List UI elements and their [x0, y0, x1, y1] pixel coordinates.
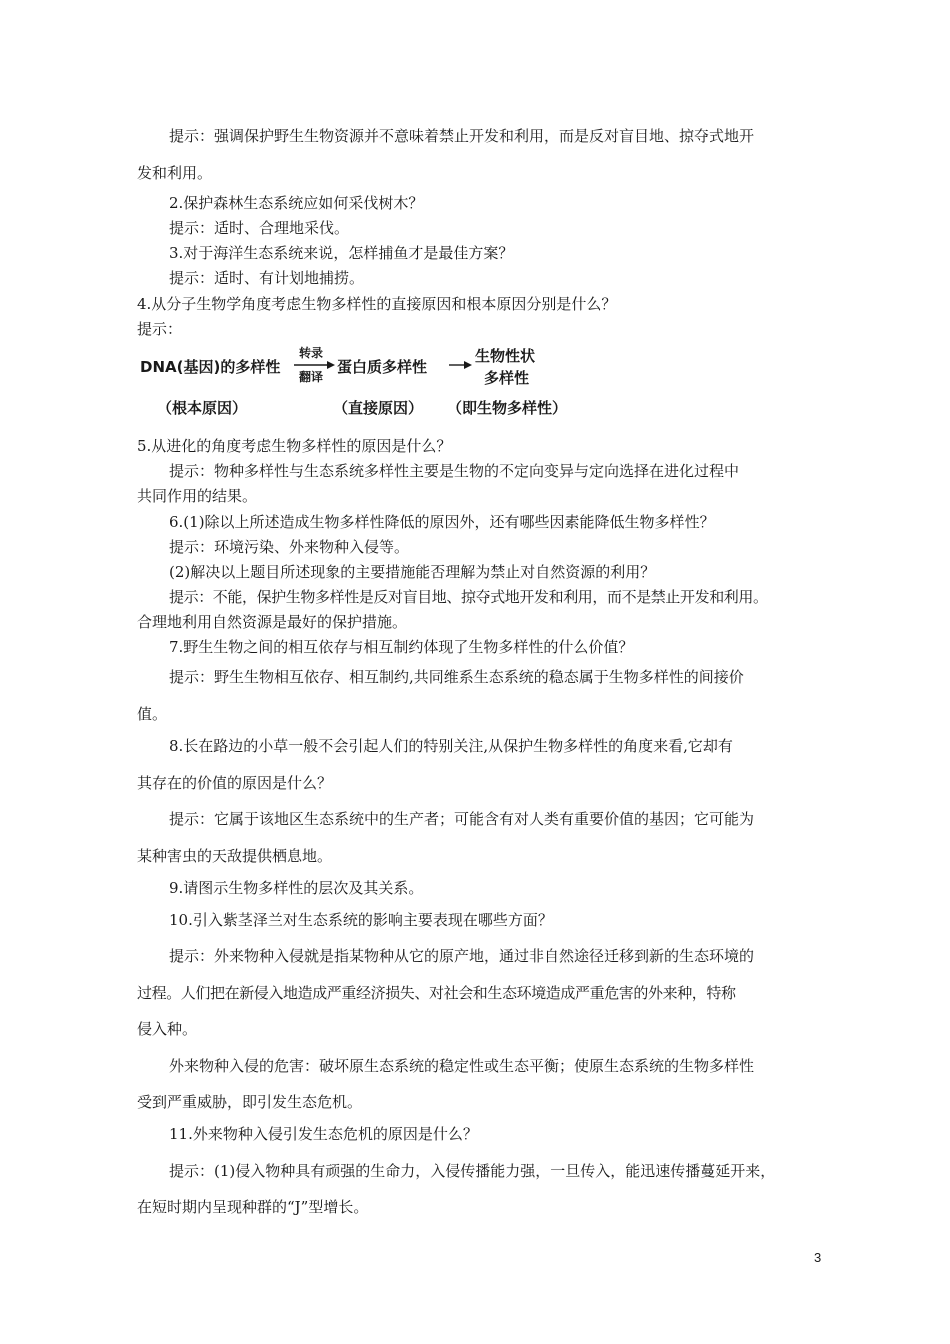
biodiversity-label: （即生物多样性） — [447, 399, 568, 417]
text-line: 合理地利用自然资源是最好的保护措施。 — [137, 613, 408, 631]
text-line: 8.长在路边的小草一般不会引起人们的特别关注,从保护生物多样性的角度来看,它却有 — [169, 737, 733, 755]
text-line: (2)解决以上题目所述现象的主要措施能否理解为禁止对自然资源的利用？ — [169, 563, 656, 581]
text-line: 共同作用的结果。 — [137, 487, 258, 505]
trait-diversity-label-2: 多样性 — [484, 369, 530, 387]
text-line: 11.外来物种入侵引发生态危机的原因是什么？ — [169, 1125, 478, 1143]
text-line: 7.野生生物之间的相互依存与相互制约体现了生物多样性的什么价值？ — [169, 638, 634, 656]
root-cause-label: （根本原因） — [157, 399, 248, 417]
translation-label: 翻译 — [299, 370, 324, 384]
text-line: 6.(1)除以上所述造成生物多样性降低的原因外，还有哪些因素能降低生物多样性？ — [169, 513, 715, 531]
text-line: 提示：外来物种入侵就是指某物种从它的原产地，通过非自然途径迁移到新的生态环境的 — [169, 947, 755, 965]
text-line: 提示：它属于该地区生态系统中的生产者；可能含有对人类有重要价值的基因；它可能为 — [169, 810, 755, 828]
text-line: 提示： — [137, 320, 183, 338]
trait-diversity-label-1: 生物性状 — [475, 347, 536, 365]
dna-diversity-label: DNA(基因)的多样性 — [140, 358, 281, 376]
text-line: 提示：野生生物相互依存、相互制约,共同维系生态系统的稳态属于生物多样性的间接价 — [169, 668, 744, 686]
text-line: 提示：适时、合理地采伐。 — [169, 219, 350, 237]
arrow-head-icon — [464, 361, 472, 369]
text-line: 提示：不能，保护生物多样性是反对盲目地、掠夺式地开发和利用，而不是禁止开发和利用。 — [169, 588, 768, 606]
text-line: 3.对于海洋生态系统来说，怎样捕鱼才是最佳方案？ — [169, 244, 514, 262]
text-line: 值。 — [137, 705, 168, 723]
direct-cause-label: （直接原因） — [333, 399, 424, 417]
text-line: 侵入种。 — [137, 1020, 198, 1038]
text-line: 4.从分子生物学角度考虑生物多样性的直接原因和根本原因分别是什么？ — [137, 295, 617, 313]
text-line: 提示：强调保护野生生物资源并不意味着禁止开发和利用，而是反对盲目地、掠夺式地开 — [169, 127, 755, 145]
text-line: 过程。人们把在新侵入地造成严重经济损失、对社会和生态环境造成严重危害的外来种，特称 — [137, 984, 736, 1002]
transcription-label: 转录 — [299, 346, 324, 360]
page-number: 3 — [814, 1250, 822, 1265]
text-line: 外来物种入侵的危害：破坏原生态系统的稳定性或生态平衡；使原生态系统的生物多样性 — [169, 1057, 755, 1075]
text-line: 提示：物种多样性与生态系统多样性主要是生物的不定向变异与定向选择在进化过程中 — [169, 462, 740, 480]
text-line: 提示：环境污染、外来物种入侵等。 — [169, 538, 410, 556]
text-line: 提示：(1)侵入物种具有顽强的生命力，入侵传播能力强，一旦传入，能迅速传播蔓延开来， — [169, 1162, 776, 1180]
molecular-diversity-diagram — [137, 340, 617, 420]
text-line: 9.请图示生物多样性的层次及其关系。 — [169, 879, 424, 897]
text-line: 提示：适时、有计划地捕捞。 — [169, 269, 365, 287]
text-line: 发和利用。 — [137, 164, 213, 182]
text-line: 其存在的价值的原因是什么？ — [137, 774, 333, 792]
text-line: 2.保护森林生态系统应如何采伐树木？ — [169, 194, 424, 212]
arrow-head-icon — [327, 361, 335, 369]
text-line: 某种害虫的天敌提供栖息地。 — [137, 847, 333, 865]
protein-diversity-label: 蛋白质多样性 — [337, 358, 428, 376]
text-line: 受到严重威胁，即引发生态危机。 — [137, 1093, 363, 1111]
text-line: 5.从进化的角度考虑生物多样性的原因是什么？ — [137, 437, 452, 455]
text-line: 在短时期内呈现种群的“J”型增长。 — [137, 1198, 369, 1216]
text-line: 10.引入紫茎泽兰对生态系统的影响主要表现在哪些方面？ — [169, 911, 553, 929]
